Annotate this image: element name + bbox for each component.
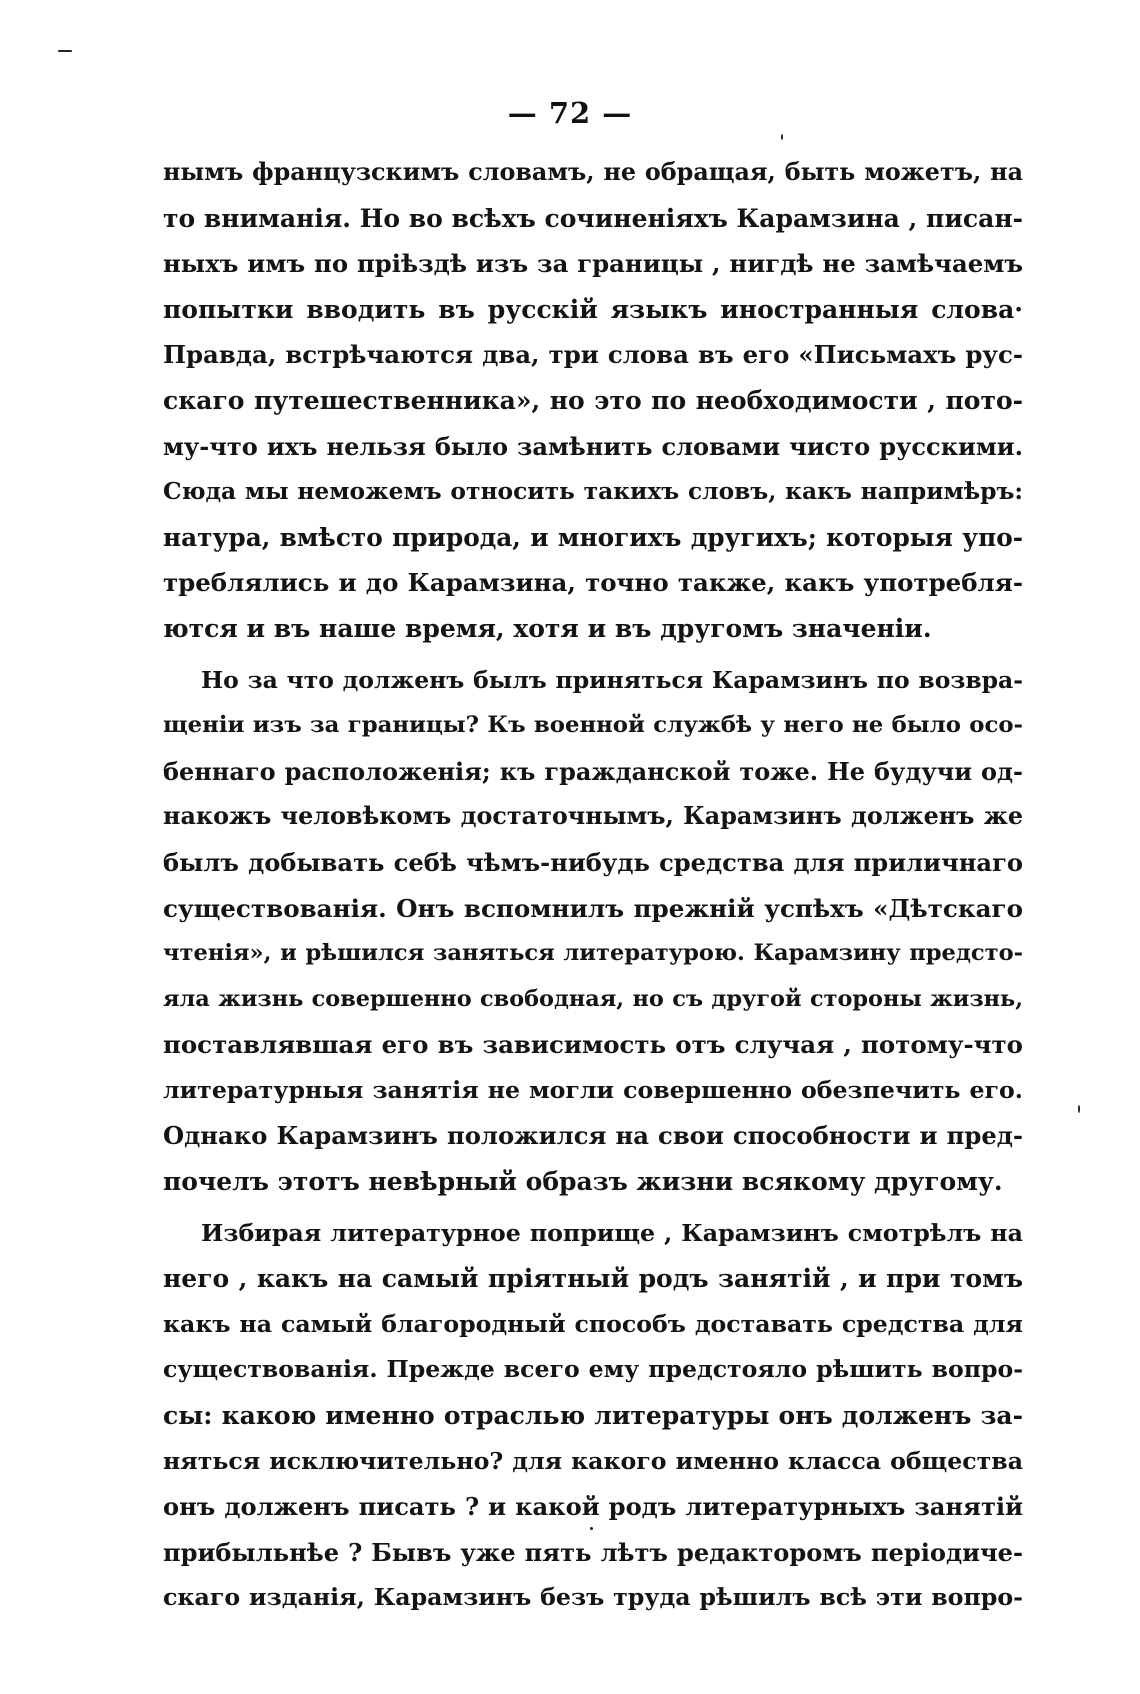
text-line: няться исключительно? для какого именно класса общества <box>163 1446 1023 1475</box>
text-line: прибыльнѣе ? Бывъ уже пять лѣтъ редакторомъ періодиче- <box>163 1537 1023 1567</box>
text-line: Однако Карамзинъ положился на свои способности и пред- <box>163 1121 1023 1151</box>
text-line: существованія. Прежде всего ему предстояло рѣшить вопро- <box>163 1355 1023 1384</box>
print-speck <box>590 1527 593 1530</box>
text-line: скаго изданія, Карамзинъ безъ труда рѣшилъ всѣ эти вопро- <box>163 1583 1023 1612</box>
text-line: Сюда мы неможемъ относить такихъ словъ, какъ напримѣръ: <box>163 477 1023 506</box>
text-line: Правда, встрѣчаются два, три слова въ его «Письмахъ рус- <box>163 340 1023 370</box>
text-line: поставлявшая его въ зависимость отъ случая , потому-что <box>163 1030 1023 1060</box>
text-line: былъ добывать себѣ чѣмъ-нибудь средства для приличнаго <box>163 847 1023 877</box>
print-speck <box>781 134 783 140</box>
text-line: нымъ французскимъ словамъ, не обращая, быть можетъ, на <box>163 158 1023 186</box>
text-line: накожъ человѣкомъ достаточнымъ, Карамзинъ долженъ же <box>163 802 1023 831</box>
text-line: почелъ этотъ невѣрный образъ жизни всякому другому. <box>163 1167 1003 1197</box>
text-line: существованія. Онъ вспомнилъ прежній успѣхъ «Дѣтскаго <box>163 893 1023 923</box>
print-speck <box>58 50 72 52</box>
text-line: Избирая литературное поприще , Карамзинъ смотрѣлъ на <box>201 1218 1023 1247</box>
body-text <box>163 150 1023 1621</box>
text-line: Но за что долженъ былъ приняться Карамзинъ по возвра- <box>201 665 1023 694</box>
text-line: то вниманія. Но во всѣхъ сочиненіяхъ Карамзина , писан- <box>163 203 1023 233</box>
text-line: му-что ихъ нельзя было замѣнить словами чисто русскими. <box>163 431 1023 461</box>
text-line: чтенія», и рѣшился заняться литературою. Карамзину предсто- <box>163 940 1023 967</box>
page-number: — 72 — <box>507 96 633 130</box>
print-speck <box>1078 1105 1080 1113</box>
text-line: сы: какою именно отраслью литературы онъ долженъ за- <box>163 1401 1023 1431</box>
text-line: беннаго расположенія; къ гражданской тоже. Не будучи од- <box>163 756 1023 786</box>
text-line: натура, вмѣсто природа, и многихъ другихъ; которыя упо- <box>163 522 1023 552</box>
text-line: какъ на самый благородный способъ доставать средства для <box>163 1309 1023 1338</box>
text-line: литературныя занятія не могли совершенно обезпечить его. <box>163 1075 1023 1104</box>
text-line: скаго путешественника», но это по необходимости , пото- <box>163 385 1023 415</box>
text-line: ются и въ наше время, хотя и въ другомъ значеніи. <box>163 613 932 643</box>
text-line: щеніи изъ за границы? Къ военной службѣ у него не было осо- <box>163 712 1023 739</box>
text-line: треблялись и до Карамзина, точно также, какъ употребля- <box>163 568 1023 598</box>
text-line: попытки вводить въ русскій языкъ иностранныя слова· <box>163 294 1023 324</box>
text-line: онъ долженъ писать ? и какой родъ литературныхъ занятій <box>163 1492 1023 1522</box>
text-line: него , какъ на самый пріятный родъ занятій , и при томъ <box>163 1264 1023 1294</box>
text-line: ныхъ имъ по пріѣздѣ изъ за границы , нигдѣ не замѣчаемъ <box>163 249 1023 279</box>
text-line: яла жизнь совершенно свободная, но съ другой стороны жизнь, <box>163 985 1023 1012</box>
